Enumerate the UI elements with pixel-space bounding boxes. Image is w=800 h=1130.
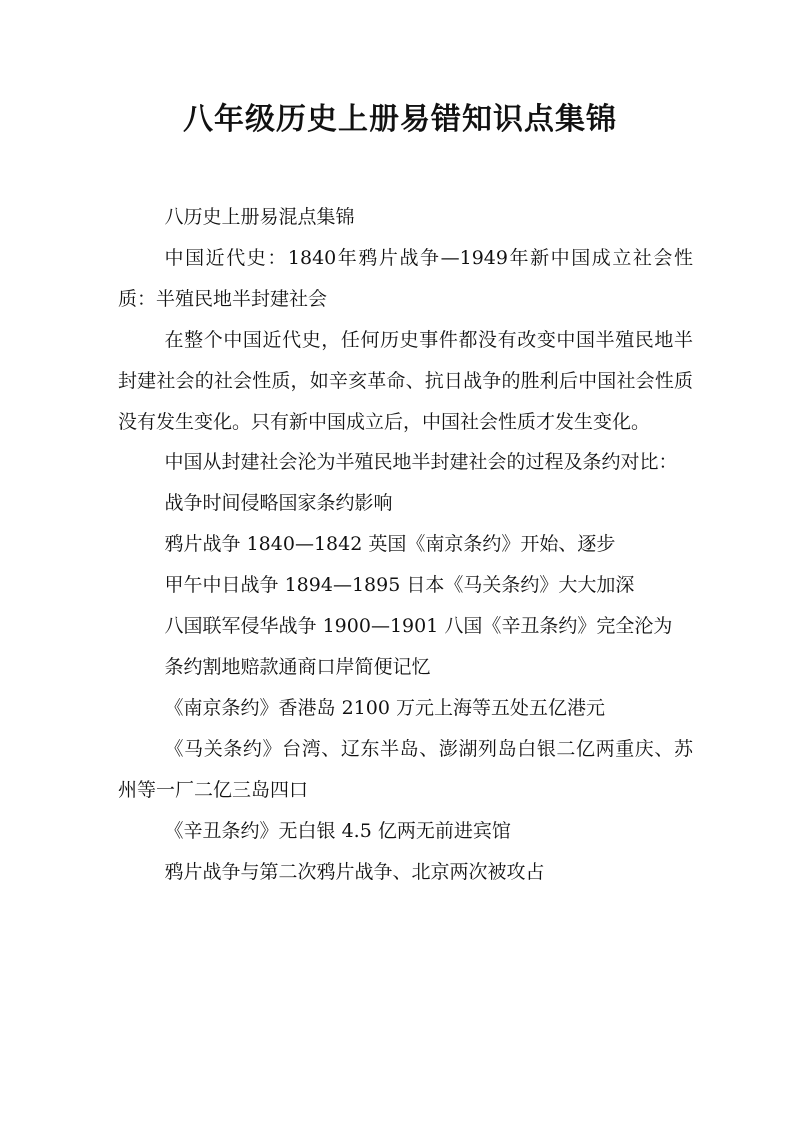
document-body bbox=[118, 197, 693, 892]
document-title: 八年级历史上册易错知识点集锦 bbox=[183, 102, 617, 137]
paragraph: 战争时间侵略国家条约影响 bbox=[164, 492, 393, 515]
paragraph: 在整个中国近代史，任何历史事件都没有改变中国半殖民地半封建社会的社会性质，如辛亥革命、抗日战争的胜利后中国社会性质没有发生变化。只有新中国成立后，中国社会性质才发生变化。 bbox=[118, 328, 693, 433]
paragraph: 中国从封建社会沦为半殖民地半封建社会的过程及条约对比： bbox=[164, 451, 678, 474]
paragraph: 八国联军侵华战争 1900—1901 八国《辛丑条约》完全沦为 bbox=[164, 615, 673, 638]
paragraph: 甲午中日战争 1894—1895 日本《马关条约》大大加深 bbox=[164, 574, 635, 597]
paragraph: 鸦片战争 1840—1842 英国《南京条约》开始、逐步 bbox=[164, 533, 616, 556]
paragraph: 《辛丑条约》无白银 4.5 亿两无前进宾馆 bbox=[164, 819, 511, 842]
paragraph: 《南京条约》香港岛 2100 万元上海等五处五亿港元 bbox=[164, 696, 605, 719]
paragraph: 八历史上册易混点集锦 bbox=[164, 206, 355, 228]
paragraph: 鸦片战争与第二次鸦片战争、北京两次被攻占 bbox=[164, 860, 545, 883]
paragraph: 《马关条约》台湾、辽东半岛、澎湖列岛白银二亿两重庆、苏州等一厂二亿三岛四口 bbox=[118, 737, 693, 801]
paragraph: 中国近代史：1840年鸦片战争—1949年新中国成立社会性质：半殖民地半封建社会 bbox=[118, 246, 693, 310]
paragraph: 条约割地赔款通商口岸简便记忆 bbox=[164, 655, 431, 678]
